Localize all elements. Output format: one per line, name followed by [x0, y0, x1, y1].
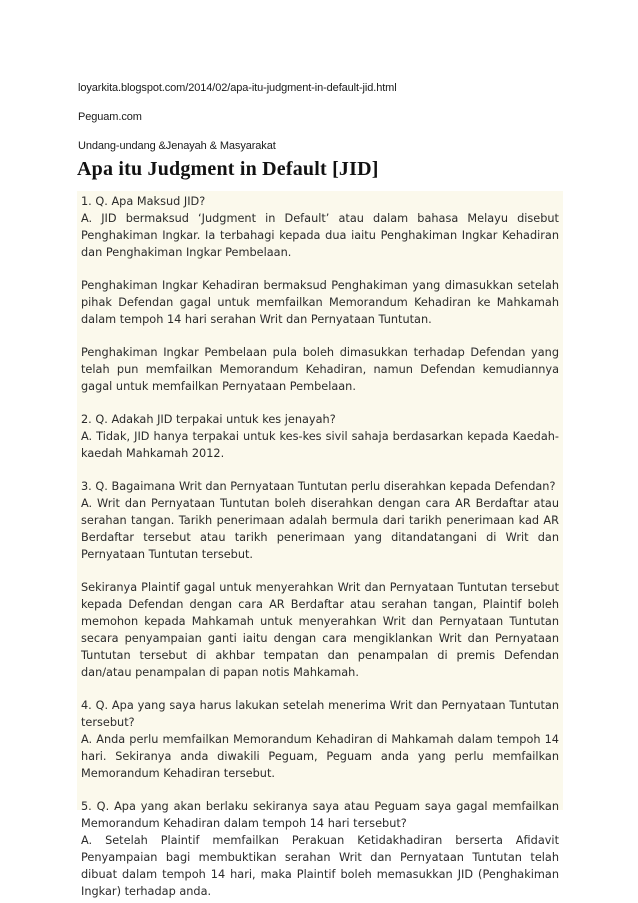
paragraph-q4 [81, 697, 559, 782]
answer-5: A. Setelah Plaintif memfailkan Perakuan Ketidakhadiran berserta Afidavit Penyampaian bagi membuktikan serahan Writ dan Pernyataan Tuntutan telah dibuat dalam tempoh 14 hari, maka Plaintif boleh memasukkan JID (Penghakiman Ingkar) terhadap anda. [81, 834, 559, 898]
answer-1: A. JID bermaksud ‘Judgment in Default’ atau dalam bahasa Melayu disebut Penghakiman Ingkar. Ia terbahagi kepada dua iaitu Penghakiman Ingkar Kehadiran dan Penghakiman Ingkar Pembelaan. [81, 212, 559, 259]
paragraph-text: Penghakiman Ingkar Kehadiran bermaksud Penghakiman yang dimasukkan setelah pihak Defendan gagal untuk memfailkan Memorandum Kehadiran ke Mahkamah dalam tempoh 14 hari serahan Writ dan Pernyataan Tuntutan. [81, 279, 559, 326]
paragraph-q5 [81, 798, 559, 900]
article-body [77, 191, 563, 898]
paragraph-q2 [81, 411, 559, 462]
paragraph-ingkar-kehadiran [81, 277, 559, 328]
question-3: 3. Q. Bagaimana Writ dan Pernyataan Tuntutan perlu diserahkan kepada Defendan? [81, 480, 556, 493]
paragraph-q1 [81, 193, 559, 261]
question-5: 5. Q. Apa yang akan berlaku sekiranya saya atau Peguam saya gagal memfailkan Memorandum Kehadiran dalam tempoh 14 hari tersebut? [81, 800, 559, 830]
question-2: 2. Q. Adakah JID terpakai untuk kes jenayah? [81, 413, 336, 426]
paragraph-ingkar-pembelaan [81, 344, 559, 395]
answer-3: A. Writ dan Pernyataan Tuntutan boleh diserahkan dengan cara AR Berdaftar atau serahan tangan. Tarikh penerimaan adalah bermula dari tarikh penerimaan kad AR Berdaftar tersebut atau tarikh penerimaan yang ditandatangani di Writ dan Pernyataan Tuntutan tersebut. [81, 497, 559, 561]
question-4: 4. Q. Apa yang saya harus lakukan setelah menerima Writ dan Pernyataan Tuntutan tersebut? [81, 699, 559, 729]
paragraph-penyampaian-ganti [81, 579, 559, 681]
category-label: Undang-undang &Jenayah & Masyarakat [78, 140, 276, 152]
question-1: 1. Q. Apa Maksud JID? [81, 195, 206, 208]
paragraph-text: Penghakiman Ingkar Pembelaan pula boleh dimasukkan terhadap Defendan yang telah pun memfailkan Memorandum Kehadiran, namun Defendan kemudiannya gagal untuk memfailkan Pernyataan Pembelaan. [81, 346, 559, 393]
source-url[interactable]: loyarkita.blogspot.com/2014/02/apa-itu-judgment-in-default-jid.html [78, 82, 397, 94]
site-name: Peguam.com [78, 111, 142, 123]
paragraph-text: Sekiranya Plaintif gagal untuk menyerahkan Writ dan Pernyataan Tuntutan tersebut kepada Defendan dengan cara AR Berdaftar atau serahan tangan, Plaintif boleh memohon kepada Mahkamah untuk menyerahkan Writ dan Pernyataan Tuntutan secara penyampaian ganti iaitu dengan cara mengiklankan Writ dan Pernyataan Tuntutan tersebut di akhbar tempatan dan penampalan di premis Defendan dan/atau penampalan di papan notis Mahkamah. [81, 581, 559, 679]
paragraph-q3 [81, 478, 559, 563]
answer-4: A. Anda perlu memfailkan Memorandum Kehadiran di Mahkamah dalam tempoh 14 hari. Sekiranya anda diwakili Peguam, Peguam anda yang perlu memfailkan Memorandum Kehadiran tersebut. [81, 733, 559, 780]
article-title: Apa itu Judgment in Default [JID] [77, 158, 379, 180]
answer-2: A. Tidak, JID hanya terpakai untuk kes-kes sivil sahaja berdasarkan kepada Kaedah-kaedah Mahkamah 2012. [81, 430, 559, 460]
